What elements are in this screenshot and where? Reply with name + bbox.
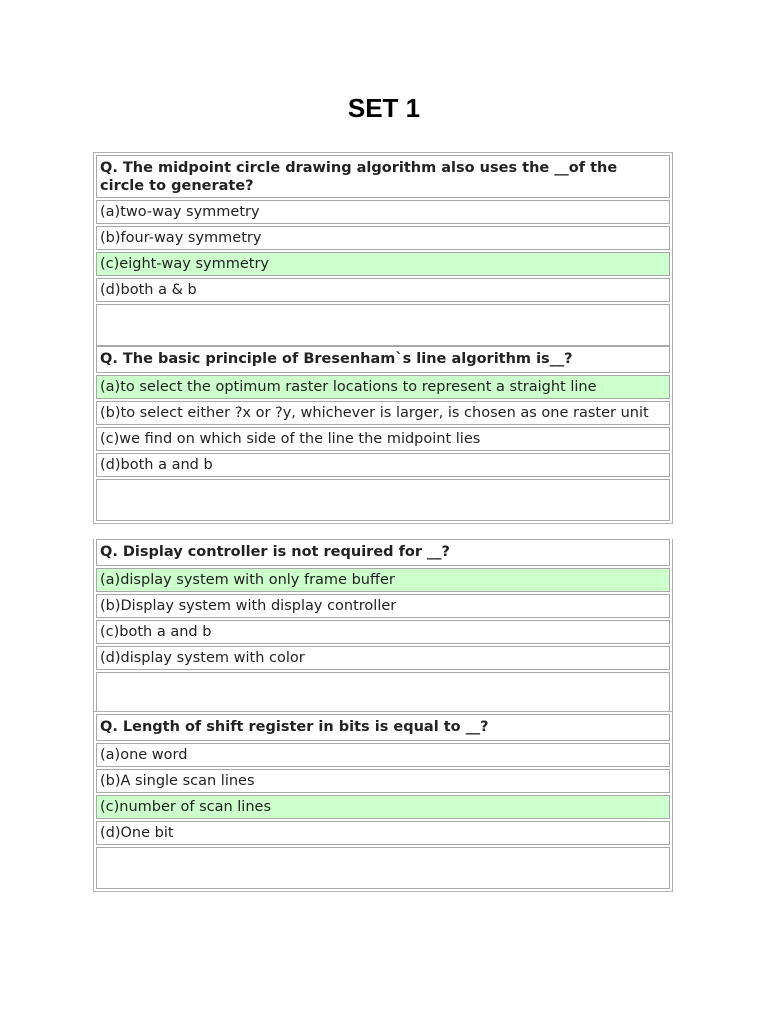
option-a: (a)one word [96,743,670,767]
question-block-1 [93,152,673,349]
answer-blank [96,479,670,521]
answer-blank [96,672,670,714]
question-text: Q. Display controller is not required for __? [96,539,670,566]
option-c-correct: (c)number of scan lines [96,795,670,819]
option-b: (b)A single scan lines [96,769,670,793]
option-c: (c)both a and b [96,620,670,644]
question-block-2 [93,346,673,524]
question-block-4 [93,711,673,892]
option-b: (b)Display system with display controller [96,594,670,618]
page-title: SET 1 [347,93,421,123]
question-text: Q. The midpoint circle drawing algorithm also uses the __of the circle to generate? [96,155,670,198]
question-text: Q. The basic principle of Bresenham`s line algorithm is__? [96,346,670,373]
answer-blank [96,847,670,889]
option-d: (d)both a & b [96,278,670,302]
option-d: (d)both a and b [96,453,670,477]
option-c: (c)we find on which side of the line the midpoint lies [96,427,670,451]
option-b: (b)four-way symmetry [96,226,670,250]
option-d: (d)One bit [96,821,670,845]
option-a-correct: (a)to select the optimum raster locations to represent a straight line [96,375,670,399]
question-text: Q. Length of shift register in bits is equal to __? [96,714,670,741]
option-a: (a)two-way symmetry [96,200,670,224]
option-d: (d)display system with color [96,646,670,670]
answer-blank [96,304,670,346]
question-block-3 [93,539,673,717]
option-a-correct: (a)display system with only frame buffer [96,568,670,592]
option-c-correct: (c)eight-way symmetry [96,252,670,276]
option-b: (b)to select either ?x or ?y, whichever is larger, is chosen as one raster unit [96,401,670,425]
